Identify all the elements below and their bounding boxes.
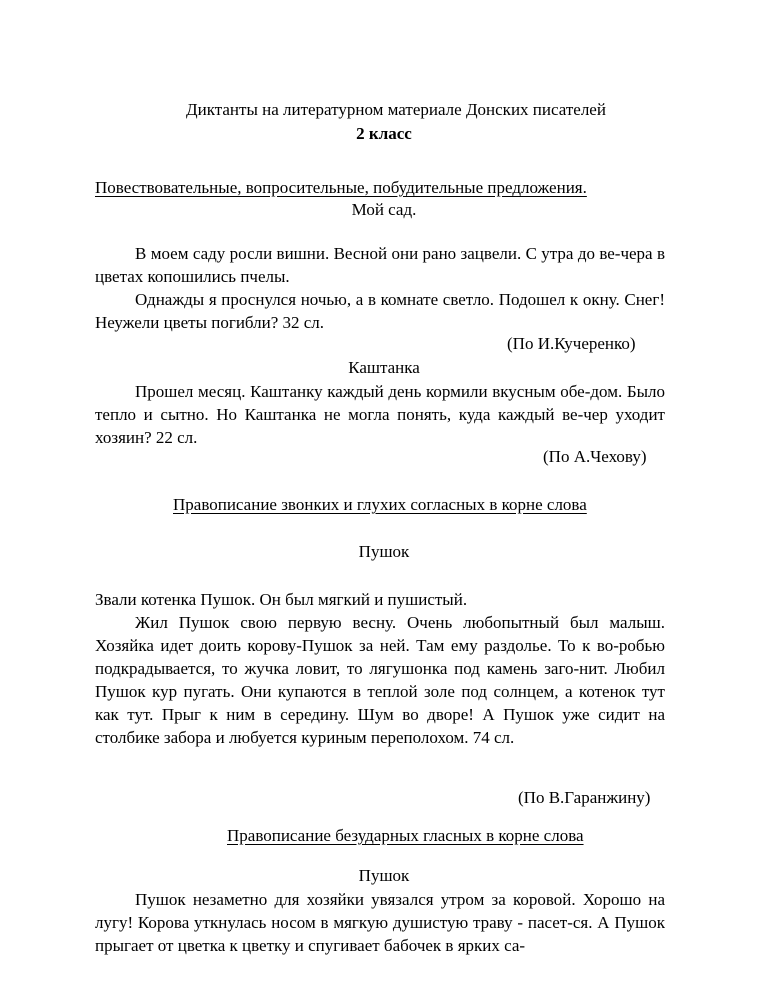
author-kucherenko: (По И.Кучеренко) bbox=[507, 334, 636, 353]
author-garanzhin: (По В.Гаранжину) bbox=[518, 788, 651, 807]
text-title-my-garden: Мой сад. bbox=[351, 200, 417, 219]
section-topic-3: Правописание безударных гласных в корне слова bbox=[227, 826, 584, 845]
section-topic-2: Правописание звонких и глухих согласных в корне слова bbox=[173, 495, 587, 514]
text-body-my-garden bbox=[95, 242, 665, 334]
paragraph: Однажды я проснулся ночью, а в комнате светло. Подошел к окну. Снег! Неужели цветы погибли? 32 сл. bbox=[95, 290, 665, 332]
section-topic-1: Повествовательные, вопросительные, побудительные предложения. bbox=[95, 178, 587, 197]
document-title: Диктанты на литературном материале Донских писателей bbox=[186, 100, 606, 119]
text-title-pushok-2: Пушок bbox=[358, 866, 410, 885]
author-chekhov: (По А.Чехову) bbox=[543, 447, 647, 466]
paragraph: Жил Пушок свою первую весну. Очень любопытный был малыш. Хозяйка идет доить корову-Пушок за ней. Там ему раздолье. То к во-робью подкрадывается, то жучка ловит, то лягушонка под камень заго-нит. Любил Пушок кур пугать. Они купаются в теплой золе под солнцем, а котенок тут как тут. Прыг к ним в середину. Шум во дворе! А Пушок уже сидит на столбике забора и любуется куриным переполохом. 74 сл. bbox=[95, 613, 665, 747]
paragraph: Звали котенка Пушок. Он был мягкий и пушистый. bbox=[95, 590, 468, 609]
grade-label: 2 класс bbox=[356, 124, 412, 143]
text-body-kashtanka bbox=[95, 380, 665, 449]
paragraph: В моем саду росли вишни. Весной они рано зацвели. С утра до ве-чера в цветах копошились пчелы. bbox=[95, 244, 665, 286]
paragraph: Прошел месяц. Каштанку каждый день кормили вкусным обе-дом. Было тепло и сытно. Но Каштанка не могла понять, куда каждый ве-чер уходит хозяин? 22 сл. bbox=[95, 382, 665, 447]
text-title-kashtanka: Каштанка bbox=[348, 358, 420, 377]
text-body-pushok-2 bbox=[95, 888, 665, 957]
paragraph: Пушок незаметно для хозяйки увязался утром за коровой. Хорошо на лугу! Корова уткнулась носом в мягкую душистую траву - пасет-ся. А Пушок прыгает от цветка к цветку и спугивает бабочек в ярких са- bbox=[95, 890, 665, 955]
text-title-pushok-1: Пушок bbox=[358, 542, 410, 561]
text-body-pushok-1 bbox=[95, 588, 665, 749]
